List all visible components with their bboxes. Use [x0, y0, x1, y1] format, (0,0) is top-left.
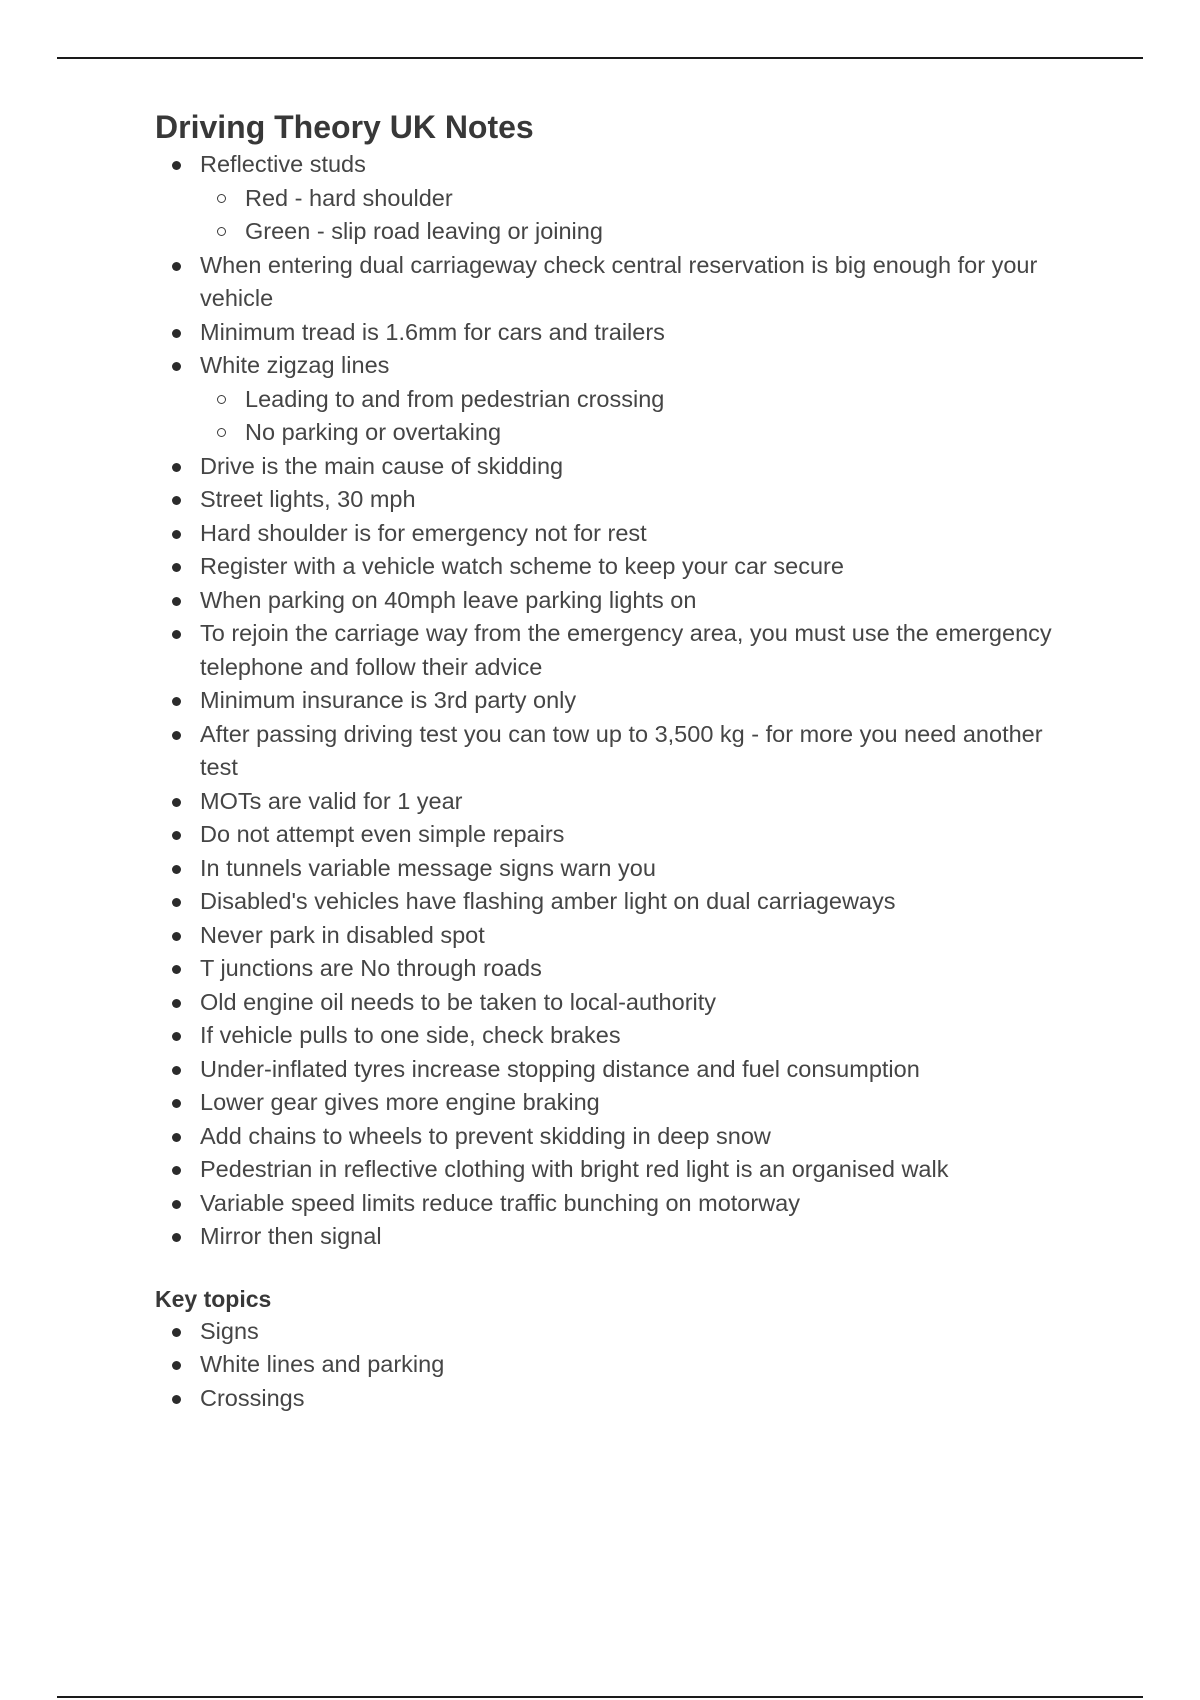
sub-note-item — [200, 416, 1055, 450]
sub-note-text: No parking or overtaking — [245, 419, 502, 445]
notes-document — [155, 106, 1055, 1415]
bullet-icon — [172, 563, 181, 572]
note-text: To rejoin the carriage way from the emergency area, you must use the emergency telephone and follow their advice — [200, 620, 1052, 680]
note-text: Never park in disabled spot — [200, 921, 485, 948]
bullet-icon — [172, 630, 181, 639]
key-topics-heading: Key topics — [155, 1285, 272, 1312]
note-text: Lower gear gives more engine braking — [200, 1089, 600, 1115]
topic-text: Signs — [200, 1317, 259, 1344]
note-text: Mirror then signal — [200, 1223, 382, 1249]
note-text: Pedestrian in reflective clothing with bright red light is an organised walk — [200, 1156, 949, 1182]
note-item — [155, 349, 1055, 450]
bullet-icon — [172, 865, 181, 874]
note-text: Do not attempt even simple repairs — [200, 821, 565, 847]
note-text: When entering dual carriageway check central reservation is big enough for your vehicle — [200, 251, 1038, 311]
topic-item — [155, 1315, 1055, 1349]
bullet-icon — [172, 1328, 181, 1337]
note-item — [155, 450, 1055, 484]
bullet-icon — [172, 362, 181, 371]
note-item — [155, 1153, 1055, 1187]
note-item — [155, 785, 1055, 819]
bullet-icon — [172, 262, 181, 271]
note-item — [155, 885, 1055, 919]
note-item — [155, 483, 1055, 517]
bullet-icon — [172, 329, 181, 338]
hollow-bullet-icon — [217, 194, 226, 203]
note-item — [155, 818, 1055, 852]
note-item — [155, 986, 1055, 1020]
note-text: Variable speed limits reduce traffic bunching on motorway — [200, 1189, 800, 1216]
note-item — [155, 1019, 1055, 1053]
notes-list — [155, 148, 1055, 1254]
note-item — [155, 684, 1055, 718]
bullet-icon — [172, 932, 181, 941]
note-text: MOTs are valid for 1 year — [200, 787, 463, 814]
note-item — [155, 1220, 1055, 1254]
note-text: Old engine oil needs to be taken to local-authority — [200, 988, 717, 1015]
note-item — [155, 1053, 1055, 1087]
bottom-divider — [57, 1696, 1143, 1698]
note-item — [155, 584, 1055, 618]
note-text: In tunnels variable message signs warn you — [200, 854, 656, 881]
bullet-icon — [172, 965, 181, 974]
topic-item — [155, 1348, 1055, 1382]
document-title: Driving Theory UK Notes — [155, 109, 534, 145]
bullet-icon — [172, 898, 181, 907]
note-text: Minimum insurance is 3rd party only — [200, 687, 577, 713]
sub-list — [200, 182, 1055, 249]
sub-note-item — [200, 383, 1055, 417]
note-text: If vehicle pulls to one side, check brakes — [200, 1022, 621, 1048]
hollow-bullet-icon — [217, 395, 226, 404]
note-item — [155, 316, 1055, 350]
note-text: Reflective studs — [200, 151, 366, 177]
note-text: T junctions are No through roads — [200, 955, 542, 981]
hollow-bullet-icon — [217, 428, 226, 437]
sub-list — [200, 383, 1055, 450]
topic-text: White lines and parking — [200, 1351, 445, 1377]
bullet-icon — [172, 798, 181, 807]
note-item — [155, 1120, 1055, 1154]
bullet-icon — [172, 1066, 181, 1075]
bullet-icon — [172, 1166, 181, 1175]
note-item — [155, 1086, 1055, 1120]
sub-note-item — [200, 182, 1055, 216]
note-text: White zigzag lines — [200, 352, 390, 378]
note-item — [155, 718, 1055, 785]
note-text: Add chains to wheels to prevent skidding in deep snow — [200, 1122, 771, 1149]
topic-text: Crossings — [200, 1384, 305, 1411]
note-text: Drive is the main cause of skidding — [200, 452, 564, 479]
note-text: Hard shoulder is for emergency not for rest — [200, 519, 647, 546]
topic-item — [155, 1382, 1055, 1416]
sub-note-item — [200, 215, 1055, 249]
bullet-icon — [172, 697, 181, 706]
note-text: Street lights, 30 mph — [200, 486, 416, 512]
note-item — [155, 952, 1055, 986]
bullet-icon — [172, 1032, 181, 1041]
note-item — [155, 852, 1055, 886]
bullet-icon — [172, 496, 181, 505]
sub-note-text: Red - hard shoulder — [245, 184, 453, 211]
note-text: Minimum tread is 1.6mm for cars and trailers — [200, 318, 665, 345]
bullet-icon — [172, 463, 181, 472]
note-item — [155, 148, 1055, 249]
note-item — [155, 550, 1055, 584]
top-divider — [57, 57, 1143, 59]
note-text: After passing driving test you can tow up to 3,500 kg - for more you need another test — [200, 720, 1043, 780]
sub-note-text: Green - slip road leaving or joining — [245, 218, 603, 244]
bullet-icon — [172, 1200, 181, 1209]
bullet-icon — [172, 999, 181, 1008]
bullet-icon — [172, 1099, 181, 1108]
note-text: Register with a vehicle watch scheme to keep your car secure — [200, 553, 844, 579]
bullet-icon — [172, 731, 181, 740]
sub-note-text: Leading to and from pedestrian crossing — [245, 385, 665, 412]
note-item — [155, 249, 1055, 316]
note-text: Disabled's vehicles have flashing amber light on dual carriageways — [200, 888, 896, 914]
note-item — [155, 617, 1055, 684]
bullet-icon — [172, 161, 181, 170]
hollow-bullet-icon — [217, 227, 226, 236]
note-text: When parking on 40mph leave parking lights on — [200, 586, 697, 613]
key-topics-list — [155, 1315, 1055, 1416]
note-item — [155, 919, 1055, 953]
bullet-icon — [172, 1133, 181, 1142]
bullet-icon — [172, 1361, 181, 1370]
bullet-icon — [172, 1233, 181, 1242]
note-item — [155, 1187, 1055, 1221]
bullet-icon — [172, 1395, 181, 1404]
bullet-icon — [172, 530, 181, 539]
bullet-icon — [172, 831, 181, 840]
note-text: Under-inflated tyres increase stopping distance and fuel consumption — [200, 1055, 920, 1082]
note-item — [155, 517, 1055, 551]
bullet-icon — [172, 597, 181, 606]
